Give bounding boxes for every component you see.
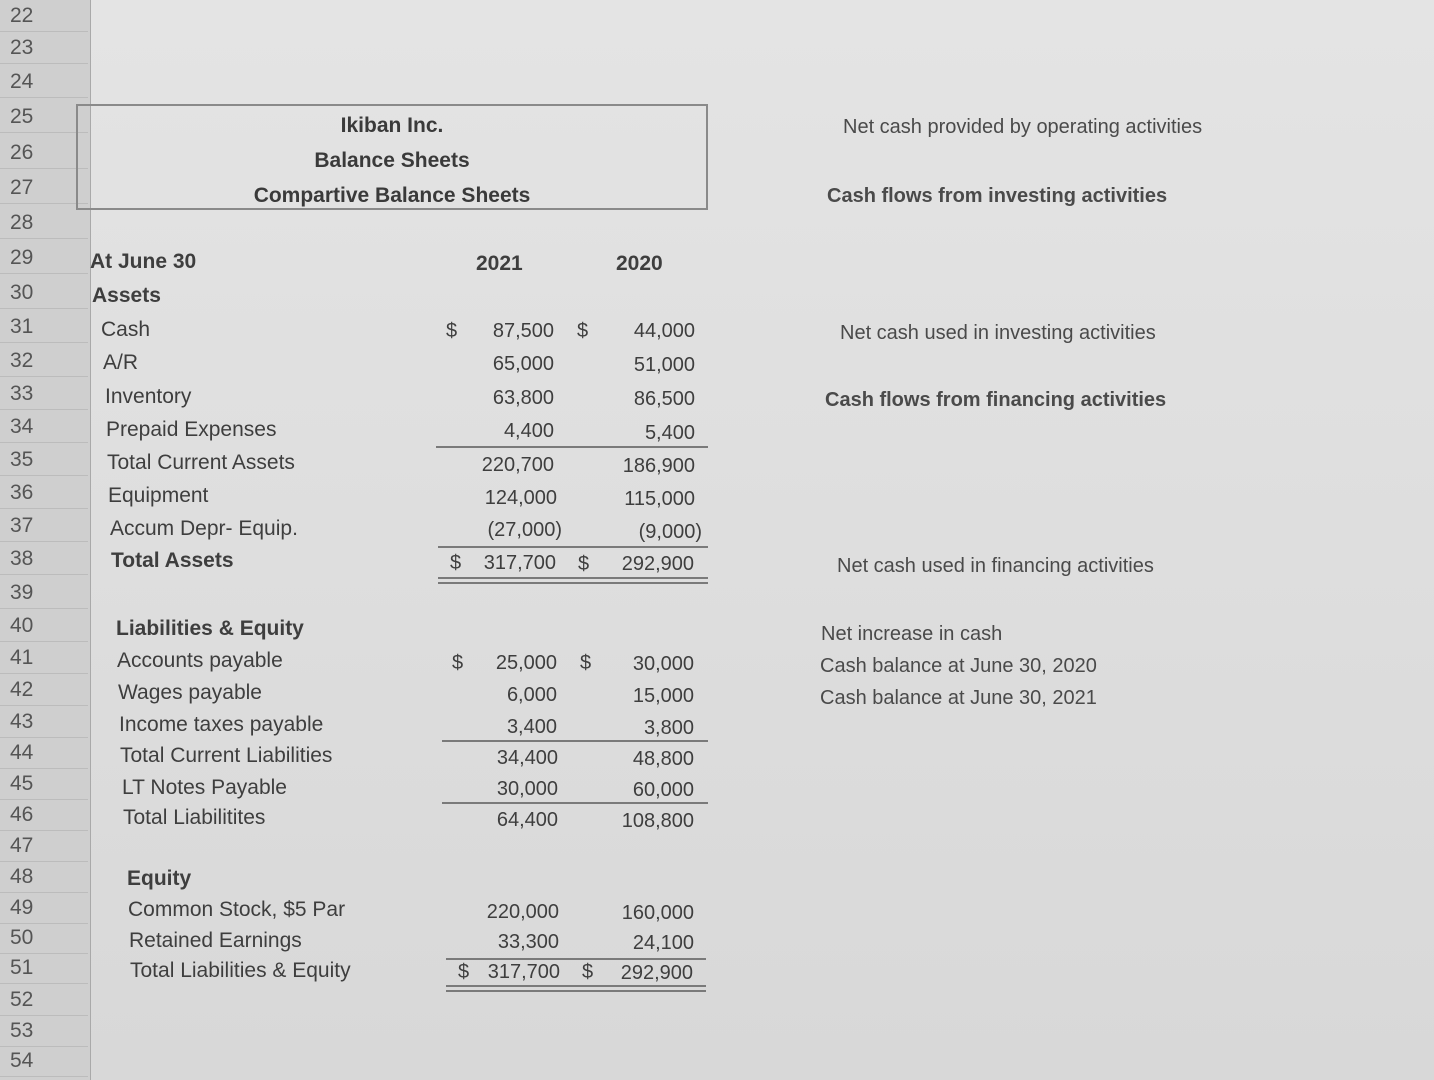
company-name: Ikiban Inc. bbox=[340, 114, 444, 137]
equipment-2021[interactable]: 124,000 bbox=[484, 487, 557, 509]
row-label-income-taxes[interactable]: Income taxes payable bbox=[119, 713, 324, 736]
income-taxes-2020[interactable]: 3,800 bbox=[643, 717, 694, 739]
row-header[interactable]: 30 bbox=[0, 277, 88, 309]
row-label-total-current-assets[interactable]: Total Current Assets bbox=[107, 451, 295, 474]
wages-2020[interactable]: 15,000 bbox=[632, 685, 694, 707]
total-liabilities-2020[interactable]: 108,800 bbox=[621, 810, 694, 832]
row-header[interactable]: 51 bbox=[0, 952, 88, 984]
row-header[interactable]: 33 bbox=[0, 378, 88, 410]
dollar-sign: $ bbox=[446, 320, 458, 342]
row-label-equipment[interactable]: Equipment bbox=[108, 484, 209, 507]
row-header[interactable]: 29 bbox=[0, 242, 88, 274]
tcl-2020[interactable]: 48,800 bbox=[632, 748, 694, 770]
row-label-common-stock[interactable]: Common Stock, $5 Par bbox=[128, 898, 346, 921]
subtotal-rule bbox=[438, 546, 708, 548]
row-label-total-liabilities[interactable]: Total Liabilitites bbox=[123, 806, 266, 829]
row-label-prepaid[interactable]: Prepaid Expenses bbox=[106, 418, 277, 441]
prepaid-2020[interactable]: 5,400 bbox=[644, 422, 695, 444]
row-label-total-assets[interactable]: Total Assets bbox=[111, 549, 234, 572]
row-label-lt-notes[interactable]: LT Notes Payable bbox=[122, 776, 287, 799]
dollar-sign: $ bbox=[452, 652, 464, 674]
row-header[interactable]: 37 bbox=[0, 510, 88, 542]
year-2020-header[interactable]: 2020 bbox=[616, 252, 663, 275]
total-le-2021[interactable]: 317,700 bbox=[487, 961, 560, 983]
lt-notes-2020[interactable]: 60,000 bbox=[632, 779, 694, 801]
cash-balance-2020-label[interactable]: Cash balance at June 30, 2020 bbox=[820, 655, 1097, 677]
row-header[interactable]: 47 bbox=[0, 830, 88, 862]
row-header[interactable]: 41 bbox=[0, 642, 88, 674]
net-operating-label[interactable]: Net cash provided by operating activities bbox=[843, 116, 1203, 138]
row-header[interactable]: 23 bbox=[0, 32, 88, 64]
year-2021-header[interactable]: 2021 bbox=[476, 252, 523, 275]
wages-2021[interactable]: 6,000 bbox=[506, 684, 557, 706]
retained-earnings-2020[interactable]: 24,100 bbox=[632, 932, 694, 954]
net-increase-label[interactable]: Net increase in cash bbox=[821, 623, 1003, 645]
row-header[interactable]: 27 bbox=[0, 172, 88, 204]
row-header[interactable]: 31 bbox=[0, 311, 88, 343]
row-header[interactable]: 22 bbox=[0, 0, 88, 32]
report-subtitle: Compartive Balance Sheets bbox=[253, 184, 531, 207]
ar-2021[interactable]: 65,000 bbox=[492, 353, 554, 375]
row-header[interactable]: 36 bbox=[0, 477, 88, 509]
net-investing-label[interactable]: Net cash used in investing activities bbox=[840, 322, 1156, 344]
title-box[interactable] bbox=[76, 104, 708, 210]
row-header[interactable]: 54 bbox=[0, 1045, 88, 1077]
tca-2021[interactable]: 220,700 bbox=[481, 454, 554, 476]
cash-2020[interactable]: 44,000 bbox=[633, 320, 695, 342]
dollar-sign: $ bbox=[580, 652, 592, 674]
row-header[interactable]: 45 bbox=[0, 768, 88, 800]
total-liabilities-2021[interactable]: 64,400 bbox=[496, 809, 558, 831]
row-label-retained-earnings[interactable]: Retained Earnings bbox=[129, 929, 302, 952]
common-stock-2020[interactable]: 160,000 bbox=[621, 902, 694, 924]
assets-heading[interactable]: Assets bbox=[92, 284, 161, 307]
ar-2020[interactable]: 51,000 bbox=[633, 354, 695, 376]
inventory-2021[interactable]: 63,800 bbox=[492, 387, 554, 409]
subtotal-rule bbox=[436, 446, 708, 448]
row-label-cash[interactable]: Cash bbox=[101, 318, 151, 341]
common-stock-2021[interactable]: 220,000 bbox=[486, 901, 559, 923]
cash-balance-2021-label[interactable]: Cash balance at June 30, 2021 bbox=[820, 687, 1097, 709]
row-header[interactable]: 28 bbox=[0, 207, 88, 239]
row-header[interactable]: 43 bbox=[0, 706, 88, 738]
row-header[interactable]: 24 bbox=[0, 66, 88, 98]
total-assets-2021[interactable]: 317,700 bbox=[483, 552, 556, 574]
lt-notes-2021[interactable]: 30,000 bbox=[496, 778, 558, 800]
row-header[interactable]: 52 bbox=[0, 984, 88, 1016]
row-header[interactable]: 50 bbox=[0, 922, 88, 954]
row-header[interactable]: 26 bbox=[0, 137, 88, 169]
dollar-sign: $ bbox=[582, 961, 594, 983]
retained-earnings-2021[interactable]: 33,300 bbox=[497, 931, 559, 953]
investing-heading[interactable]: Cash flows from investing activities bbox=[827, 185, 1168, 207]
row-header[interactable]: 48 bbox=[0, 861, 88, 893]
date-label[interactable]: At June 30 bbox=[90, 250, 197, 273]
accum-depr-2020[interactable]: (9,000) bbox=[638, 521, 702, 543]
row-label-inventory[interactable]: Inventory bbox=[105, 385, 192, 408]
net-financing-label[interactable]: Net cash used in financing activities bbox=[837, 555, 1154, 577]
income-taxes-2021[interactable]: 3,400 bbox=[506, 716, 557, 738]
total-le-2020[interactable]: 292,900 bbox=[620, 962, 693, 984]
cash-2021[interactable]: 87,500 bbox=[492, 320, 554, 342]
subtotal-rule bbox=[442, 802, 708, 804]
row-header[interactable]: 38 bbox=[0, 543, 88, 575]
row-header[interactable]: 53 bbox=[0, 1015, 88, 1047]
financing-heading[interactable]: Cash flows from financing activities bbox=[825, 389, 1167, 411]
row-label-accum-depr[interactable]: Accum Depr- Equip. bbox=[110, 517, 298, 540]
row-header[interactable]: 40 bbox=[0, 610, 88, 642]
row-header[interactable]: 32 bbox=[0, 345, 88, 377]
row-label-total-current-liabilities[interactable]: Total Current Liabilities bbox=[120, 744, 333, 767]
total-double-rule bbox=[446, 985, 706, 992]
row-header[interactable]: 44 bbox=[0, 737, 88, 769]
equity-heading[interactable]: Equity bbox=[127, 867, 192, 890]
row-header[interactable]: 34 bbox=[0, 411, 88, 443]
accum-depr-2021[interactable]: (27,000) bbox=[487, 519, 562, 541]
dollar-sign: $ bbox=[458, 961, 470, 983]
row-label-wages-payable[interactable]: Wages payable bbox=[118, 681, 262, 704]
row-header[interactable]: 42 bbox=[0, 674, 88, 706]
dollar-sign: $ bbox=[577, 320, 589, 342]
equipment-2020[interactable]: 115,000 bbox=[624, 488, 695, 510]
report-title: Balance Sheets bbox=[314, 149, 470, 172]
tca-2020[interactable]: 186,900 bbox=[622, 455, 695, 477]
dollar-sign: $ bbox=[450, 552, 462, 574]
row-header[interactable]: 35 bbox=[0, 444, 88, 476]
ap-2021[interactable]: 25,000 bbox=[495, 652, 557, 674]
row-label-total-liab-equity[interactable]: Total Liabilities & Equity bbox=[130, 959, 351, 982]
total-assets-2020[interactable]: 292,900 bbox=[621, 553, 694, 575]
row-header[interactable]: 46 bbox=[0, 799, 88, 831]
dollar-sign: $ bbox=[578, 553, 590, 575]
row-label-accounts-payable[interactable]: Accounts payable bbox=[117, 649, 283, 672]
inventory-2020[interactable]: 86,500 bbox=[633, 388, 695, 410]
subtotal-rule bbox=[442, 740, 708, 742]
subtotal-rule bbox=[446, 958, 706, 960]
prepaid-2021[interactable]: 4,400 bbox=[503, 420, 554, 442]
row-label-ar[interactable]: A/R bbox=[103, 351, 139, 374]
row-header[interactable]: 49 bbox=[0, 892, 88, 924]
row-header[interactable]: 25 bbox=[0, 101, 88, 133]
tcl-2021[interactable]: 34,400 bbox=[496, 747, 558, 769]
total-double-rule bbox=[438, 577, 708, 584]
row-header[interactable]: 39 bbox=[0, 577, 88, 609]
ap-2020[interactable]: 30,000 bbox=[632, 653, 694, 675]
liabilities-heading[interactable]: Liabilities & Equity bbox=[116, 617, 304, 640]
